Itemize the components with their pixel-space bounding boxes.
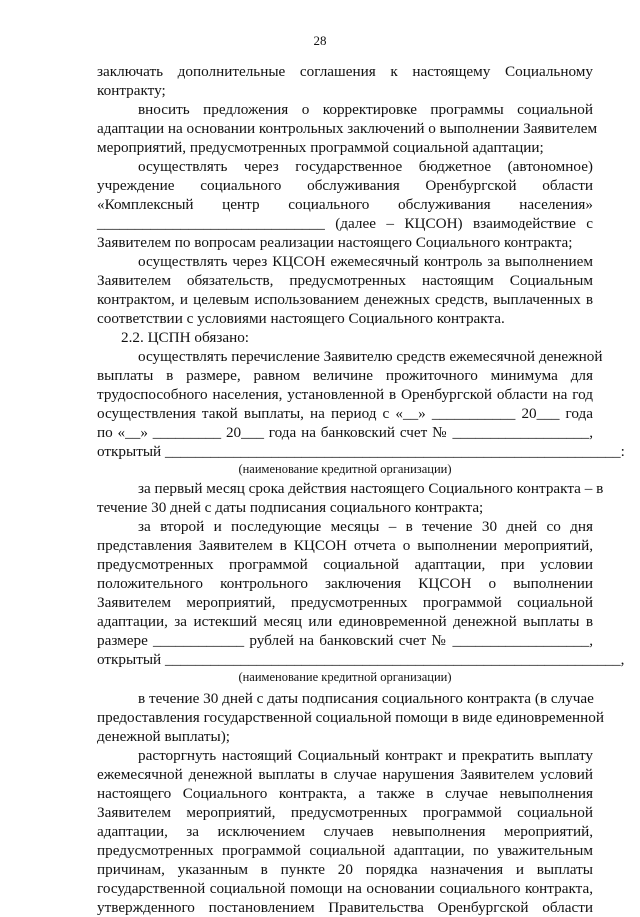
text-line: осуществления такой выплаты, на период с «__» ___________ 20___ года	[97, 405, 593, 422]
text-line: контрактом, и целевым использованием денежных средств, выплаченных в	[97, 291, 593, 308]
text-line: адаптации, за истекший месяц или единовременной денежной выплаты в	[97, 613, 593, 630]
text-line: размере ____________ рублей на банковский счет № __________________,	[97, 632, 593, 649]
text-line: «Комплексный центр социального обслуживания населения»	[97, 196, 593, 213]
section-heading: 2.2. ЦСПН обязано:	[121, 329, 250, 346]
text-line: учреждение социального обслуживания Оренбургской области	[97, 177, 593, 194]
text-line: в течение 30 дней с даты подписания социального контракта (в случае	[138, 690, 594, 707]
text-line: предоставления государственной социальной помощи в виде единовременной	[97, 709, 604, 726]
text-line: мероприятий, предусмотренных программой социальной адаптации;	[97, 139, 544, 156]
text-line: Заявителем мероприятий, предусмотренных программой социальной	[97, 804, 593, 821]
field-caption: (наименование кредитной организации)	[238, 462, 452, 476]
text-line: Заявителем по вопросам реализации настоящего Социального контракта;	[97, 234, 573, 251]
text-line: Заявителем мероприятий, предусмотренных программой социальной	[97, 594, 593, 611]
text-line: предусмотренных программой социальной адаптации, при условии	[97, 556, 593, 573]
text-line: течение 30 дней с даты подписания социального контракта;	[97, 499, 484, 516]
text-line: настоящего Социального контракта, а также в случае невыполнения	[97, 785, 593, 802]
text-line: трудоспособного населения, установленной в Оренбургской области на год	[97, 386, 593, 403]
text-line: предусмотренных программой социальной адаптации, по уважительным	[97, 842, 593, 859]
text-line: ежемесячной денежной выплаты в случае нарушения Заявителем условий	[97, 766, 593, 783]
text-line: расторгнуть настоящий Социальный контракт и прекратить выплату	[138, 747, 593, 764]
text-line: адаптации, за исключением случаев невыполнения мероприятий,	[97, 823, 593, 840]
field-caption: (наименование кредитной организации)	[238, 670, 452, 684]
text-line: денежной выплаты);	[97, 728, 231, 745]
text-line: за первый месяц срока действия настоящего Социального контракта – в	[138, 480, 604, 497]
text-line: по «__» _________ 20___ года на банковский счет № __________________,	[97, 424, 593, 441]
text-line: Заявителем обязательств, предусмотренных настоящим Социальным	[97, 272, 593, 289]
text-line: контракту;	[97, 82, 166, 99]
text-line: заключать дополнительные соглашения к настоящему Социальному	[97, 63, 593, 80]
text-line: осуществлять через государственное бюджетное (автономное)	[138, 158, 593, 175]
page-number: 28	[313, 33, 327, 48]
text-line: за второй и последующие месяцы – в течение 30 дней со дня	[138, 518, 593, 535]
text-line: ______________________________ (далее – КЦСОН) взаимодействие с	[97, 215, 593, 232]
text-line: открытый ____________________________________________________________,	[97, 651, 625, 668]
text-line: открытый ____________________________________________________________:	[97, 443, 625, 460]
text-line: осуществлять перечисление Заявителю средств ежемесячной денежной	[138, 348, 603, 365]
text-line: утвержденного постановлением Правительства Оренбургской области	[97, 899, 593, 916]
text-line: осуществлять через КЦСОН ежемесячный контроль за выполнением	[138, 253, 593, 270]
text-line: вносить предложения о корректировке программы социальной	[138, 101, 593, 118]
text-line: адаптации на основании контрольных заключений о выполнении Заявителем	[97, 120, 598, 137]
text-line: государственной социальной помощи на основании социального контракта,	[97, 880, 593, 897]
text-line: представления Заявителем в КЦСОН отчета о выполнении мероприятий,	[97, 537, 593, 554]
text-line: причинам, указанным в пункте 20 порядка назначения и выплаты	[97, 861, 593, 878]
text-line: выплаты в размере, равном величине прожиточного минимума для	[97, 367, 593, 384]
text-line: положительного контрольного заключения КЦСОН о выполнении	[97, 575, 593, 592]
text-line: соответствии с условиями настоящего Социального контракта.	[97, 310, 505, 327]
